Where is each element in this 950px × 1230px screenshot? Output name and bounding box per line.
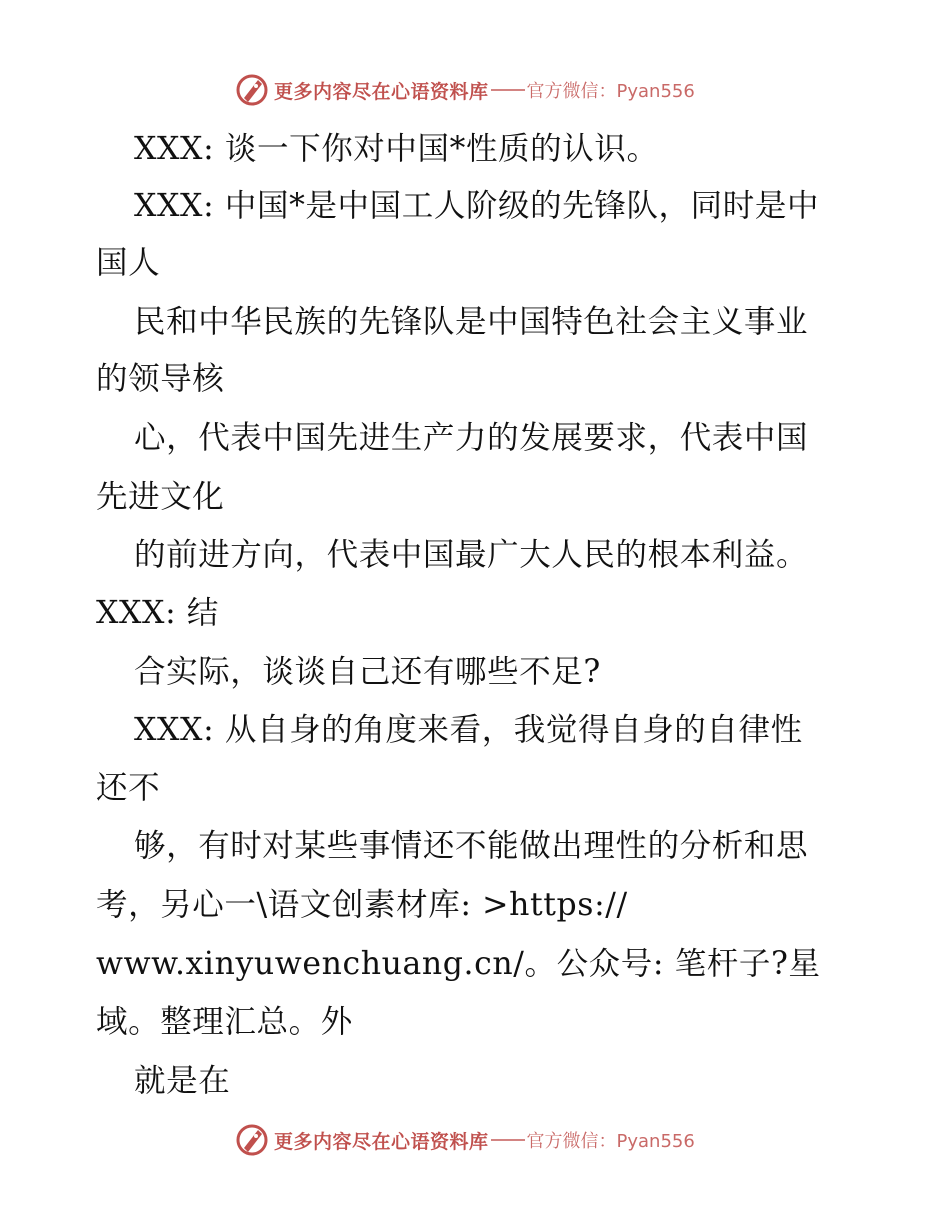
text-line: 域。整理汇总。外 [96, 1004, 353, 1040]
pen-nib-circle-icon [234, 1122, 270, 1158]
text-line: 国人 [96, 245, 161, 281]
watermark-title: 更多内容尽在心语资料库 [274, 1130, 489, 1153]
text-line: 先进文化 [96, 479, 225, 515]
text-line: 的前进方向，代表中国最广大人民的根本利益。 [134, 537, 809, 573]
pen-nib-circle-icon [234, 72, 270, 108]
text-line: 民和中华民族的先锋队是中国特色社会主义事业 [134, 304, 809, 340]
text-line: 够，有时对某些事情还不能做出理性的分析和思 [134, 828, 809, 864]
watermark-dash [491, 89, 525, 91]
text-line: 就是在 [134, 1063, 231, 1099]
watermark-dash [491, 1139, 525, 1141]
watermark-suffix: 官方微信：Pyan556 [526, 1131, 695, 1152]
watermark-title: 更多内容尽在心语资料库 [274, 80, 489, 103]
footer-watermark [234, 1120, 714, 1160]
text-line: XXX: 谈一下你对中国*性质的认识。 [134, 131, 659, 167]
watermark-suffix: 官方微信：Pyan556 [526, 81, 695, 102]
text-line: www.xinyuwenchuang.cn/。公众号: 笔杆子?星 [96, 946, 821, 982]
text-line: 还不 [96, 770, 161, 806]
text-line: XXX: 中国*是中国工人阶级的先锋队，同时是中 [134, 188, 820, 224]
text-line: 合实际，谈谈自己还有哪些不足? [134, 654, 601, 690]
text-line: XXX: 结 [96, 595, 220, 631]
text-line: XXX: 从自身的角度来看，我觉得自身的自律性 [134, 712, 803, 748]
text-line: 心，代表中国先进生产力的发展要求，代表中国 [134, 420, 809, 456]
header-watermark [234, 70, 714, 110]
text-line: 的领导核 [96, 361, 225, 397]
text-line: 考，另心一\语文创素材库: >https:// [96, 887, 628, 923]
